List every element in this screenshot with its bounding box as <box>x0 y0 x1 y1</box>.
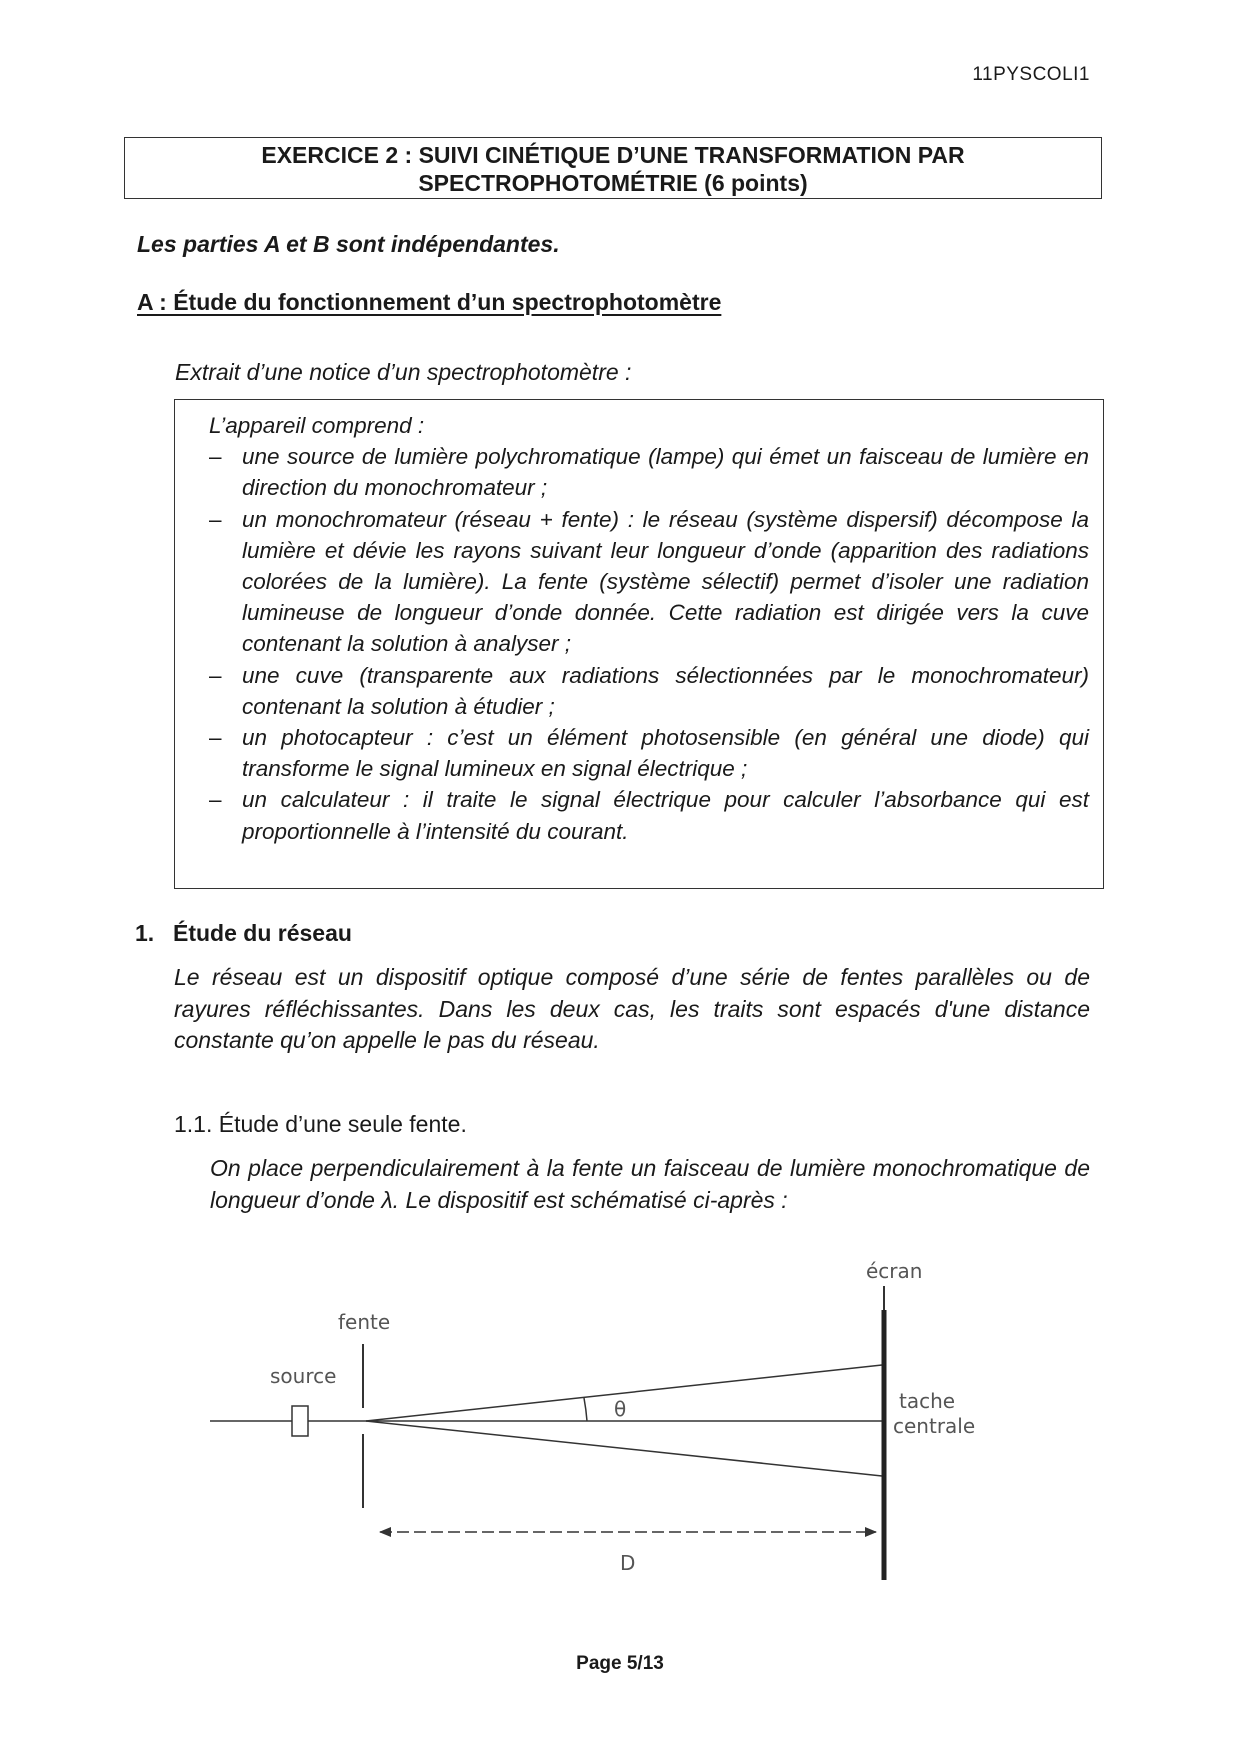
notice-box <box>174 399 1104 889</box>
exercise-title-line1: EXERCICE 2 : SUIVI CINÉTIQUE D’UNE TRANSFORMATION PAR <box>261 142 965 168</box>
source-lamp <box>292 1406 308 1436</box>
theta-label: θ <box>614 1397 627 1421</box>
notice-intro: L’appareil comprend : <box>209 413 425 438</box>
extract-intro: Extrait d’une notice d’un spectrophotomètre : <box>175 359 632 385</box>
spot-label-line2: centrale <box>893 1414 976 1438</box>
ray-lower <box>366 1421 882 1476</box>
notice-item: – une cuve (transparente aux radiations sélectionnées par le monochromateur) contenant la solution à étudier ; <box>209 660 1089 722</box>
notice-list <box>209 441 1089 847</box>
section-1-title: Étude du réseau <box>173 920 352 946</box>
section-1-heading <box>135 920 352 947</box>
page-number: Page 5/13 <box>576 1653 664 1674</box>
section-1-number: 1. <box>135 920 155 946</box>
exercise-title-line2: SPECTROPHOTOMÉTRIE (6 points) <box>418 170 808 196</box>
exercise-title-box <box>124 137 1102 199</box>
parts-note: Les parties A et B sont indépendantes. <box>137 231 560 257</box>
spot-label-line1: tache <box>899 1389 956 1413</box>
distance-label: D <box>620 1551 636 1575</box>
section-1-text: Le réseau est un dispositif optique composé d’une série de fentes parallèles ou de rayures réfléchissantes. Dans les deux cas, les traits sont espacés d'une distance constante qu’on appelle le pas du réseau. <box>174 964 1090 1053</box>
screen-label: écran <box>866 1259 923 1283</box>
notice-item: – un calculateur : il traite le signal électrique pour calculer l’absorbance qui est proportionnelle à l’intensité du courant. <box>209 784 1089 846</box>
notice-item: – une source de lumière polychromatique (lampe) qui émet un faisceau de lumière en direction du monochromateur ; <box>209 441 1089 503</box>
subsection-1-1-title: 1.1. Étude d’une seule fente. <box>174 1111 467 1137</box>
theta-arc <box>584 1398 587 1421</box>
notice-item: – un photocapteur : c’est un élément photosensible (en général une diode) qui transforme le signal lumineux en signal électrique ; <box>209 722 1089 784</box>
single-slit-diagram <box>0 1240 1240 1580</box>
source-label: source <box>270 1364 337 1388</box>
document-code: 11PYSCOLI1 <box>972 64 1090 85</box>
notice-item: – un monochromateur (réseau + fente) : le réseau (système dispersif) décompose la lumière et dévie les rayons suivant leur longueur d’onde (apparition des radiations colorées de la lumière). La fente (système sélectif) permet d’isoler une radiation lumineuse de longueur d’onde donnée. Cette radiation est dirigée vers la cuve contenant la solution à analyser ; <box>209 504 1089 660</box>
subsection-1-1-text: On place perpendiculairement à la fente un faisceau de lumière monochromatique de longueur d’onde λ. Le dispositif est schématisé ci-après : <box>210 1155 1090 1213</box>
slit-label: fente <box>338 1310 391 1334</box>
section-a-title: A : Étude du fonctionnement d’un spectrophotomètre <box>137 289 722 315</box>
